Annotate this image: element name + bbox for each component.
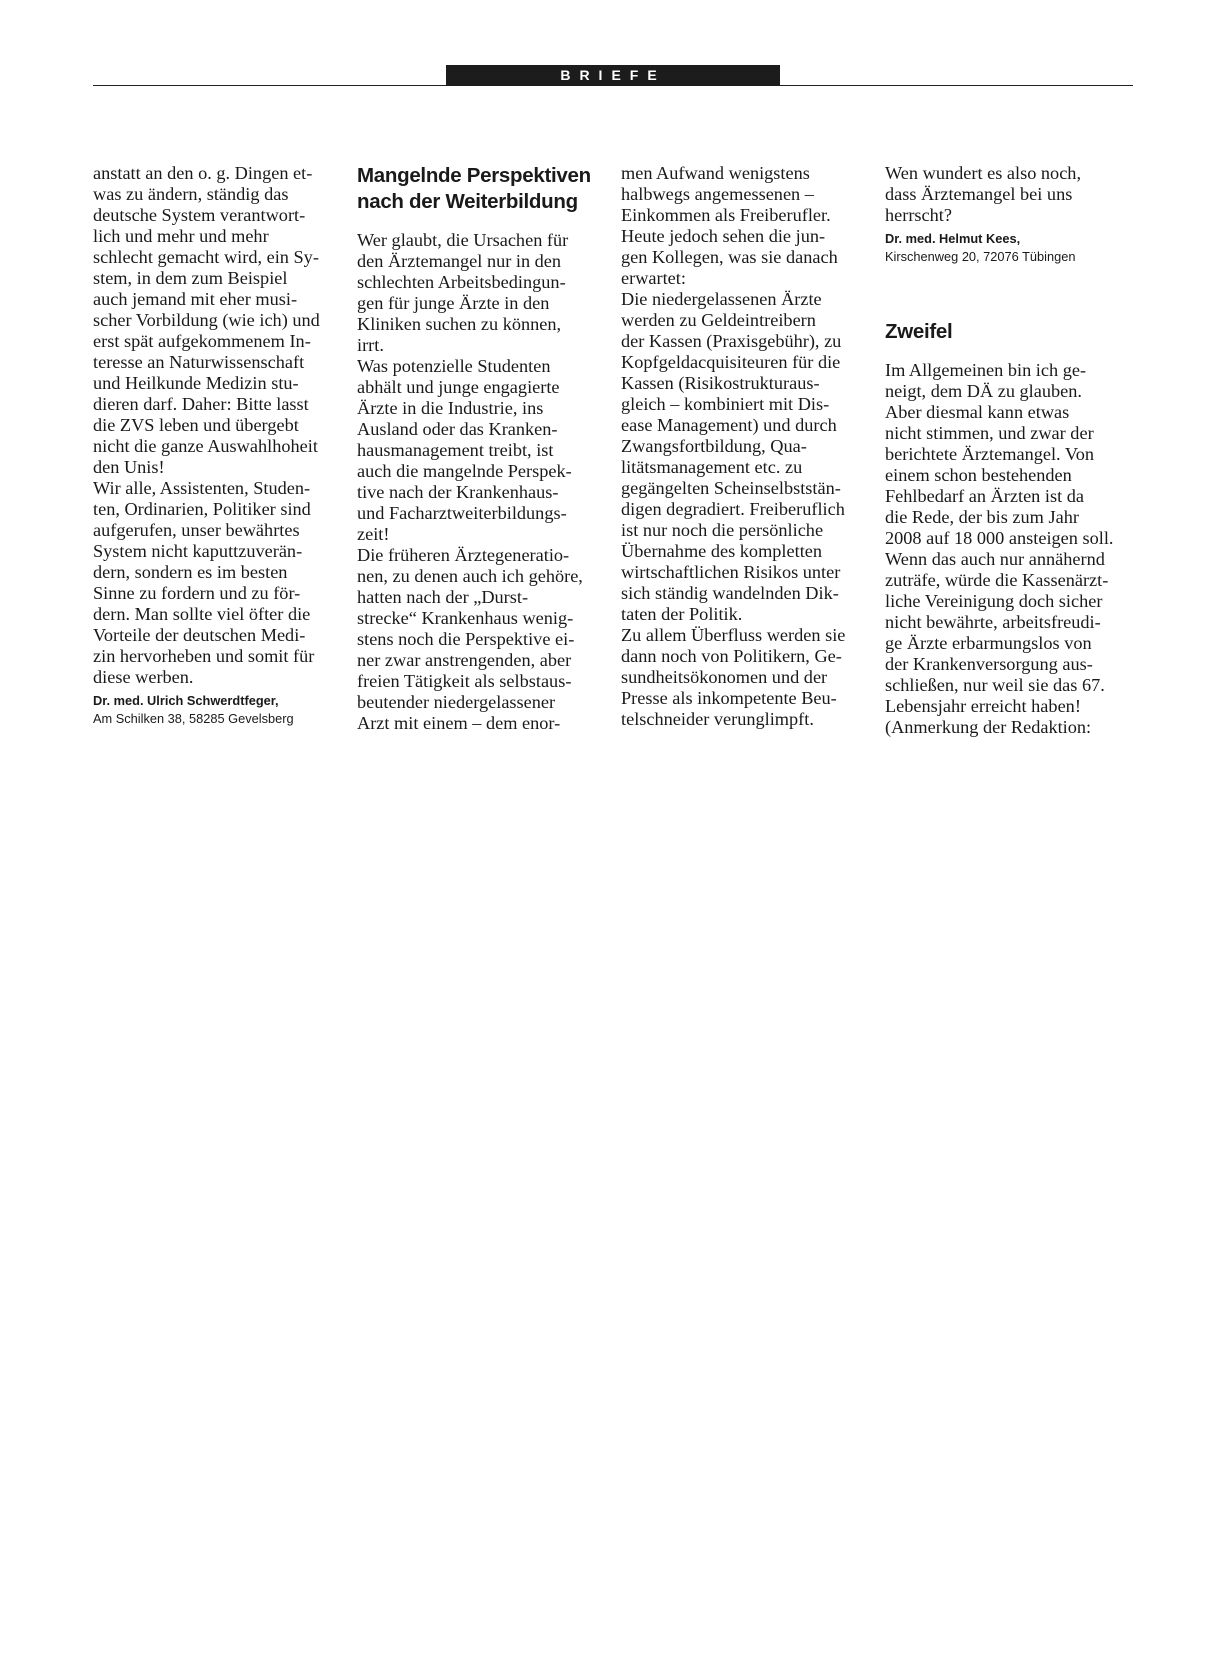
column-4 <box>885 163 1135 738</box>
letter-body: anstatt an den o. g. Dingen et- was zu ändern, ständig das deutsche System verantwort- lich und mehr und mehr schlecht gemacht wird, ein Sy- stem, in dem zum Beispiel auch jemand mit eher musi- scher Vorbildung (wie ich) und erst spät aufgekommenem In- teresse an Naturwissenschaft und Heilkunde Medizin stu- dieren darf. Daher: Bitte lasst die ZVS leben und übergebt nicht die ganze Auswahlhoheit den Unis! Wir alle, Assistenten, Studen- ten, Ordinarien, Politiker sind aufgerufen, unser bewährtes System nicht kaputtzuverän- dern, sondern es im besten Sinne zu fordern und zu för- dern. Man sollte viel öfter die Vorteile der deutschen Medi- zin hervorheben und somit für diese werben. <box>93 163 320 687</box>
letter-divider-space <box>885 266 1135 319</box>
section-label: BRIEFE <box>446 65 780 86</box>
letter-heading: Zweifel <box>885 320 953 343</box>
column-2 <box>357 163 607 734</box>
letter-body: Wen wundert es also noch, dass Ärztemangel bei uns herrscht? <box>885 163 1082 225</box>
letter-body: Wer glaubt, die Ursachen für den Ärztemangel nur in den schlechten Arbeitsbedingun- gen für junge Ärzte in den Kliniken suchen zu können, irrt. Was potenzielle Studenten abhält und junge engagierte Ärzte in die Industrie, ins Ausland oder das Kranken- hausmanagement treibt, ist auch die mangelnde Perspek- tive nach der Krankenhaus- und Facharztweiterbildungs- zeit! Die früheren Ärztegeneratio- nen, zu denen auch ich gehöre, hatten nach der „Durst- strecke“ Krankenhaus wenig- stens noch die Perspektive ei- ner zwar anstrengenden, aber freien Tätigkeit als selbstaus- beutender niedergelassener Arzt mit einem – dem enor- <box>357 230 583 733</box>
signature-name: Dr. med. Ulrich Schwerdtfeger, <box>93 693 279 708</box>
letter-heading: Mangelnde Perspektiven nach der Weiterbildung <box>357 164 591 213</box>
signature-name: Dr. med. Helmut Kees, <box>885 231 1021 246</box>
signature-address: Am Schilken 38, 58285 Gevelsberg <box>93 711 294 726</box>
column-1 <box>93 163 343 728</box>
column-3 <box>621 163 871 730</box>
letter-body: Im Allgemeinen bin ich ge- neigt, dem DÄ zu glauben. Aber diesmal kann etwas nicht stimmen, und zwar der berichtete Ärztemangel. Von einem schon bestehenden Fehlbedarf an Ärzten ist da die Rede, der bis zum Jahr 2008 auf 18 000 ansteigen soll. Wenn das auch nur annähernd zuträfe, würde die Kassenärzt- liche Vereinigung doch sicher nicht bewährte, arbeitsfreudi- ge Ärzte erbarmungslos von der Krankenversorgung aus- schließen, nur weil sie das 67. Lebensjahr erreicht haben! (Anmerkung der Redaktion: <box>885 360 1114 737</box>
letter-body: men Aufwand wenigstens halbwegs angemessenen – Einkommen als Freiberufler. Heute jedoch sehen die jun- gen Kollegen, was sie danach erwartet: Die niedergelassenen Ärzte werden zu Geldeintreibern der Kassen (Praxisgebühr), zu Kopfgeldacquisiteuren für die Kassen (Risikostrukturaus- gleich – kombiniert mit Dis- ease Management) und durch Zwangsfortbildung, Qua- litätsmanagement etc. zu gegängelten Scheinselbststän- digen degradiert. Freiberuflich ist nur noch die persönliche Übernahme des kompletten wirtschaftlichen Risikos unter sich ständig wandelnden Dik- taten der Politik. Zu allem Überfluss werden sie dann noch von Politikern, Ge- sundheitsökonomen und der Presse als inkompetente Beu- telschneider verunglimpft. <box>621 163 846 729</box>
signature-address: Kirschenweg 20, 72076 Tübingen <box>885 249 1076 264</box>
